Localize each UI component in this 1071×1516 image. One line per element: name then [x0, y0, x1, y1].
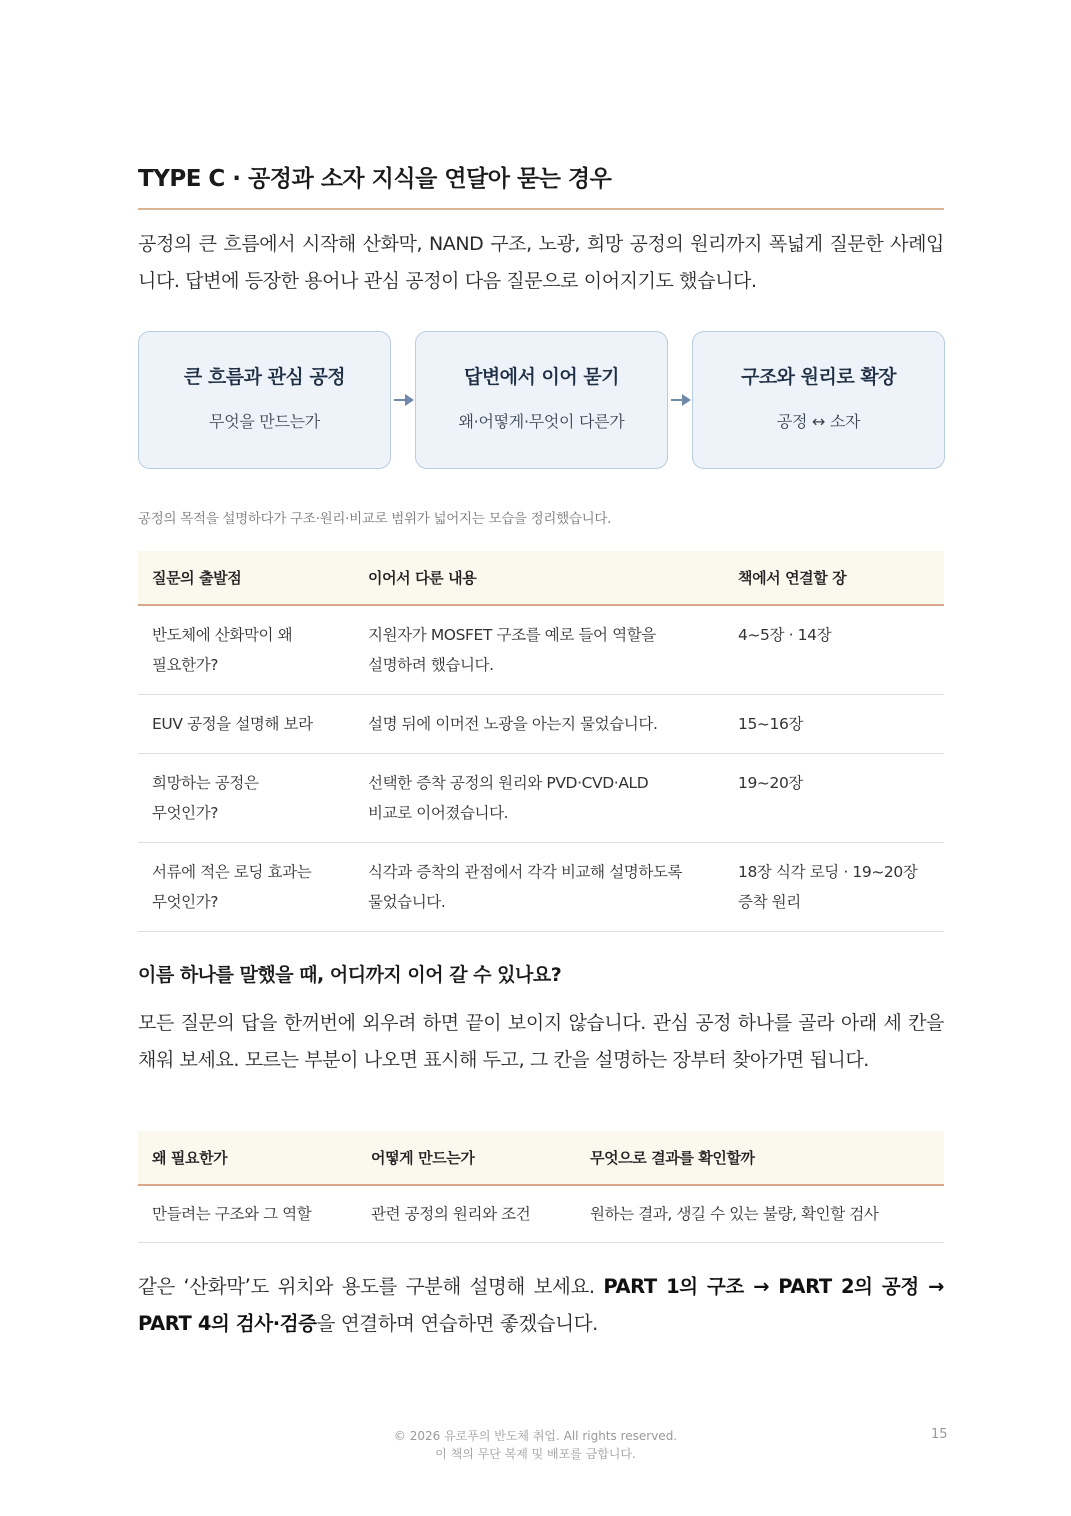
table-row — [138, 695, 944, 754]
table-cell: EUV 공정을 설명해 보라 — [138, 695, 354, 754]
table-row — [138, 605, 944, 695]
table-cell: 만들려는 구조와 그 역할 — [138, 1185, 357, 1243]
column-header: 무엇으로 결과를 확인할까 — [576, 1131, 944, 1185]
question-table — [138, 551, 944, 932]
flow-step-title: 답변에서 이어 묻기 — [463, 366, 620, 388]
column-header: 질문의 출발점 — [138, 551, 354, 605]
table-cell: 15~16장 — [724, 695, 944, 754]
flow-step-subtitle: 공정 ↔ 소자 — [776, 412, 861, 431]
column-header: 책에서 연결할 장 — [724, 551, 944, 605]
table-cell: 지원자가 MOSFET 구조를 예로 들어 역할을 설명하려 했습니다. — [354, 605, 724, 695]
table-cell: 원하는 결과, 생길 수 있는 불량, 확인할 검사 — [576, 1185, 944, 1243]
practice-table — [138, 1131, 944, 1243]
flow-diagram — [138, 331, 944, 469]
copy-notice-text: 이 책의 무단 복제 및 배포를 금합니다. — [435, 1447, 636, 1461]
closing-paragraph — [138, 1268, 944, 1342]
column-header: 어떻게 만드는가 — [357, 1131, 576, 1185]
table-cell: 4~5장 · 14장 — [724, 605, 944, 695]
table-cell: 서류에 적은 로딩 효과는 무엇인가? — [138, 843, 354, 932]
diagram-caption: 공정의 목적을 설명하다가 구조·원리·비교로 범위가 넓어지는 모습을 정리했습니다. — [138, 511, 612, 527]
flow-step-1 — [138, 331, 391, 469]
flow-step-3 — [692, 331, 945, 469]
table-cell: 19~20장 — [724, 754, 944, 843]
intro-paragraph: 공정의 큰 흐름에서 시작해 산화막, NAND 구조, 노광, 희망 공정의 원리까지 폭넓게 질문한 사례입니다. 답변에 등장한 용어나 관심 공정이 다음 질문으로 이어지기도 했습니다. — [138, 233, 944, 292]
table-row — [138, 1185, 944, 1243]
arrow-right-icon — [393, 391, 415, 409]
footer — [0, 1427, 1071, 1463]
table-cell: 식각과 증착의 관점에서 각각 비교해 설명하도록 물었습니다. — [354, 843, 724, 932]
column-header: 왜 필요한가 — [138, 1131, 357, 1185]
section-title: TYPE C · 공정과 소자 지식을 연달아 묻는 경우 — [138, 166, 612, 192]
title-divider — [138, 208, 944, 210]
table-cell: 반도체에 산화막이 왜 필요한가? — [138, 605, 354, 695]
closing-tail-text: 을 연결하며 연습하면 좋겠습니다. — [316, 1312, 598, 1335]
copyright-text: © 2026 유로푸의 반도체 취업. All rights reserved. — [393, 1429, 678, 1443]
sub-heading: 이름 하나를 말했을 때, 어디까지 이어 갈 수 있나요? — [138, 964, 562, 986]
table-cell: 희망하는 공정은 무엇인가? — [138, 754, 354, 843]
flow-step-2 — [415, 331, 668, 469]
flow-step-subtitle: 무엇을 만드는가 — [209, 412, 320, 431]
table-header-row — [138, 1131, 944, 1185]
table-cell: 선택한 증착 공정의 원리와 PVD·CVD·ALD 비교로 이어졌습니다. — [354, 754, 724, 843]
practice-paragraph: 모든 질문의 답을 한꺼번에 외우려 하면 끝이 보이지 않습니다. 관심 공정 하나를 골라 아래 세 칸을 채워 보세요. 모르는 부분이 나오면 표시해 두고, 그 칸을 설명하는 장부터 찾아가면 됩니다. — [138, 1012, 944, 1071]
flow-step-subtitle: 왜·어떻게·무엇이 다른가 — [458, 412, 625, 431]
flow-step-title: 구조와 원리로 확장 — [740, 366, 897, 388]
closing-bold-text: PART 1의 구조 → PART 2의 공정 → PART 4의 검사·검증 — [138, 1275, 944, 1335]
page-number: 15 — [931, 1427, 948, 1442]
closing-lead-text: 같은 ‘산화막’도 위치와 용도를 구분해 설명해 보세요. — [138, 1275, 604, 1298]
table-cell: 관련 공정의 원리와 조건 — [357, 1185, 576, 1243]
flow-step-title: 큰 흐름과 관심 공정 — [183, 366, 346, 388]
table-cell: 18장 식각 로딩 · 19~20장 증착 원리 — [724, 843, 944, 932]
table-cell: 설명 뒤에 이머전 노광을 아는지 물었습니다. — [354, 695, 724, 754]
table-row — [138, 754, 944, 843]
arrow-right-icon — [670, 391, 692, 409]
table-row — [138, 843, 944, 932]
table-header-row — [138, 551, 944, 605]
column-header: 이어서 다룬 내용 — [354, 551, 724, 605]
